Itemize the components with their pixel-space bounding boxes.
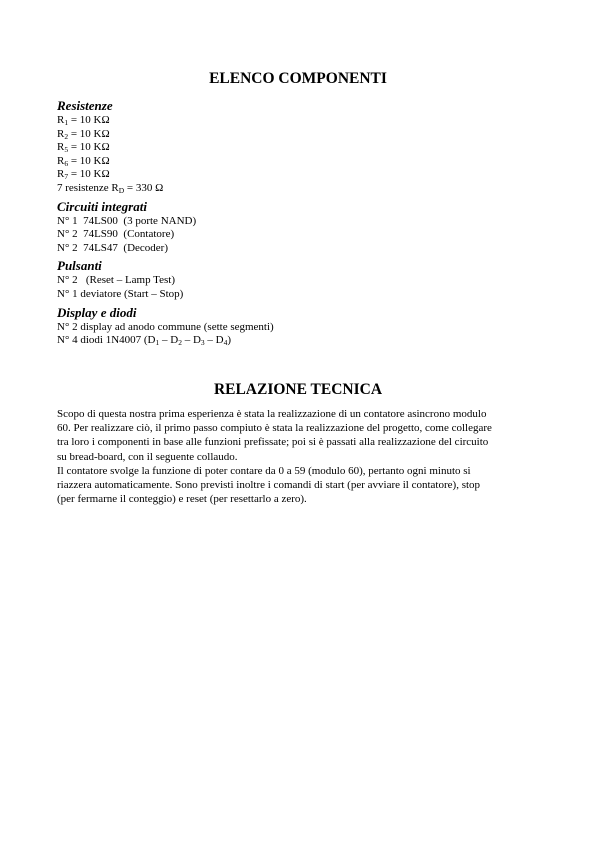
components-title: ELENCO COMPONENTI <box>209 70 387 87</box>
text-line: riazzera automaticamente. Sono previsti inoltre i comandi di start (per avviare il contatore), stop <box>57 479 481 492</box>
ic-item: N° 2 74LS90 (Contatore) <box>57 228 175 241</box>
button-item: N° 2 (Reset – Lamp Test) <box>57 274 175 287</box>
report-body <box>57 407 547 506</box>
components-list <box>57 97 547 348</box>
buttons-heading: Pulsanti <box>57 258 102 274</box>
resistor-item: $R_2 = 10$ KΩ <box>57 127 110 141</box>
text-line: Scopo di questa nostra prima esperienza è stata la realizzazione di un contatore asincrono modulo <box>57 408 487 420</box>
displays-heading: Display e diodi <box>57 304 137 320</box>
report-paragraph-1 <box>57 407 547 464</box>
ic-item: N° 2 74LS47 (Decoder) <box>57 241 169 254</box>
resistor-item: $R_1 = 10$ KΩ <box>57 114 110 127</box>
integrated-circuits-heading: Circuiti integrati <box>57 198 147 214</box>
text-line: su bread-board, con il seguente collaudo. <box>57 450 238 463</box>
text-line: (per fermarne il conteggio) e reset (per resettarlo a zero). <box>57 493 307 506</box>
report-paragraph-2 <box>57 464 547 507</box>
button-item: N° 1 deviatore (Start – Stop) <box>57 287 184 300</box>
resistor-item-display: 7 resistenze $R_D = 330$ Ω <box>57 181 164 195</box>
resistor-item: $R_6 = 10$ KΩ <box>57 154 110 168</box>
resistors-heading: Resistenze <box>57 98 113 113</box>
resistor-item: $R_5 = 10$ KΩ <box>57 141 110 155</box>
ic-item: N° 1 74LS00 (3 porte NAND) <box>57 214 197 227</box>
text-line: 60. Per realizzare ciò, il primo passo compiuto è stata la realizzazione del progetto, come collegare <box>57 422 492 435</box>
resistor-item: $R_7 = 10$ KΩ <box>57 168 110 182</box>
display-item: N° 2 display ad anodo commune (sette segmenti) <box>57 320 274 333</box>
report-title: RELAZIONE TECNICA <box>213 381 383 398</box>
text-line: Il contatore svolge la funzione di poter contare da 0 a 59 (modulo 60), pertanto ogni minuto si <box>57 464 471 477</box>
diode-item: N° 4 diodi 1N4007 $(D_1 - D_2 - D_3 - D_4)$ <box>57 334 232 348</box>
text-line: tra loro i componenti in base alle funzioni prefissate; poi si è passati alla realizzazione del circuito <box>57 436 489 449</box>
